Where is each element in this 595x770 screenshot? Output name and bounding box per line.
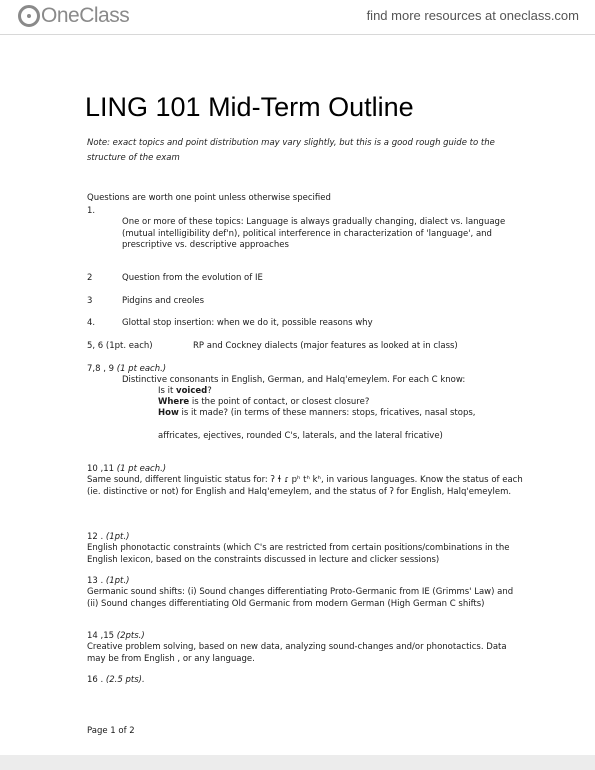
intro-text: Questions are worth one point unless otherwise specified: [87, 193, 331, 203]
q13-number: 13 .: [87, 576, 104, 586]
page-number: Page 1 of 2: [87, 726, 135, 736]
q3-text: Pidgins and creoles: [122, 296, 205, 306]
resources-link[interactable]: find more resources at oneclass.com: [366, 8, 579, 23]
q1415-points: (2pts.): [114, 631, 145, 641]
q1-text: One or more of these topics: Language is always gradually changing, dialect vs. language (mutual intelligibility def'n), political interference in characterization of 'language', and prescriptive vs. descriptive approaches: [122, 217, 506, 250]
q789-where-line: [158, 397, 369, 409]
q12-points: (1pt.): [103, 532, 130, 542]
q789-how-post: is it made? (in terms of these manners: stops, fricatives, nasal stops,: [178, 408, 476, 418]
q1011-header: [87, 464, 166, 476]
q3-number: 3: [87, 296, 93, 306]
q789-number: 7,8 , 9: [87, 364, 115, 374]
q13-points: (1pt.): [103, 576, 130, 586]
q13-header: [87, 576, 129, 588]
q1011-number: 10 ,11: [87, 464, 115, 474]
oneclass-logo[interactable]: [18, 4, 129, 28]
q16-points: (2.5 pts).: [103, 675, 145, 685]
q789-voiced-bold: voiced: [176, 386, 208, 396]
q789-where-bold: Where: [158, 397, 190, 407]
footer-bar: [0, 755, 595, 770]
site-header: [0, 0, 595, 36]
q789-voiced-post: ?: [207, 386, 212, 396]
q789-header: [87, 364, 166, 376]
q16-number: 16 .: [87, 675, 104, 685]
q2-text: Question from the evolution of IE: [122, 273, 263, 283]
q13-text: Germanic sound shifts: (i) Sound changes differentiating Proto-Germanic from IE (Grimms' Law) and (ii) Sound changes differentiating Old Germanic from modern German (High German C shifts): [87, 587, 514, 609]
q12-number: 12 .: [87, 532, 104, 542]
q1011-points: (1 pt each.): [114, 464, 167, 474]
q789-where-post: is the point of contact, or closest closure?: [189, 397, 370, 407]
q56-number: 5, 6 (1pt. each): [87, 341, 153, 351]
q12-text: English phonotactic constraints (which C's are restricted from certain positions/combinations in the English lexicon, based on the constraints discussed in lecture and clicker sessions): [87, 543, 510, 565]
q1415-header: [87, 631, 145, 643]
q12-header: [87, 532, 129, 544]
q2-number: 2: [87, 273, 93, 283]
q789-voiced-line: [158, 386, 212, 398]
logo-text: OneClass: [41, 4, 130, 27]
logo-circle-icon: [18, 5, 40, 27]
q1011-text: Same sound, different linguistic status for: ʔ ɬ ɾ pʰ tʰ kʰ, in various languages. Know the status of each (ie. distinctive or not) for English and Halq'emeylem, and the status of ʔ for English, Halq'emeylem.: [87, 475, 523, 497]
q789-text: Distinctive consonants in English, German, and Halq'emeylem. For each C know:: [122, 375, 466, 385]
q789-how-line: [158, 408, 476, 420]
q1415-number: 14 ,15: [87, 631, 115, 641]
q4-text: Glottal stop insertion: when we do it, possible reasons why: [122, 318, 373, 328]
q16-header: [87, 675, 145, 687]
exam-note: Note: exact topics and point distribution may vary slightly, but this is a good rough guide to the structure of the exam: [87, 138, 495, 163]
header-divider: [0, 34, 595, 35]
q4-number: 4.: [87, 318, 96, 328]
q1-number: 1.: [87, 206, 96, 216]
q789-how-bold: How: [158, 408, 179, 418]
q789-how-line2: affricates, ejectives, rounded C's, laterals, and the lateral fricative): [158, 431, 443, 441]
q789-points: (1 pt each.): [114, 364, 167, 374]
q789-voiced-pre: Is it: [158, 386, 177, 396]
page-title: LING 101 Mid-Term Outline: [85, 92, 414, 122]
q1415-text: Creative problem solving, based on new data, analyzing sound-changes and/or phonotactics. Data may be from English , or any language.: [87, 642, 507, 664]
q56-text: RP and Cockney dialects (major features as looked at in class): [193, 341, 458, 351]
